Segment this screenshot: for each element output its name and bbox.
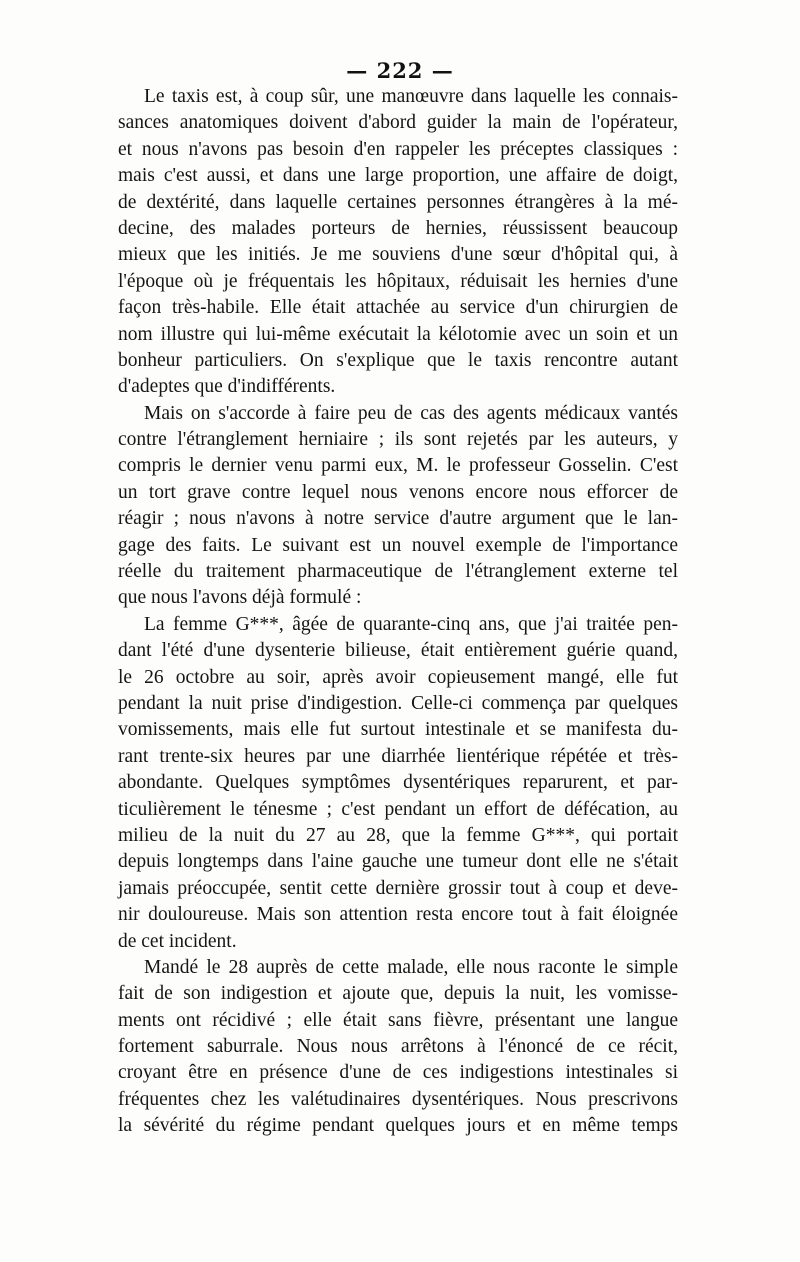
text-line: la sévérité du régime pendant quelques jours et en même temps: [118, 1115, 678, 1137]
paragraph: [118, 955, 678, 1140]
text-line: bonheur particuliers. On s'explique que le taxis rencontre autant: [118, 349, 678, 371]
text-line: dant l'été d'une dysenterie bilieuse, était entièrement guérie quand,: [118, 640, 678, 662]
text-line: le 26 octobre au soir, après avoir copieusement mangé, elle fut: [118, 666, 678, 688]
text-line: Mais on s'accorde à faire peu de cas des agents médicaux vantés: [144, 402, 678, 424]
body-text: [118, 84, 678, 1140]
text-line: nom illustre qui lui-même exécutait la kélotomie avec un soin et un: [118, 323, 678, 345]
text-line: un tort grave contre lequel nous venons encore nous efforcer de: [118, 481, 678, 503]
text-line: abondante. Quelques symptômes dysentériques reparurent, et par-: [118, 772, 678, 794]
text-line: ticulièrement le ténesme ; c'est pendant un effort de défécation, au: [118, 798, 678, 820]
text-line: fréquentes chez les valétudinaires dysentériques. Nous prescrivons: [118, 1088, 678, 1110]
paragraph: [118, 612, 678, 955]
text-line: nir douloureuse. Mais son attention resta encore tout à fait éloignée: [118, 904, 678, 926]
text-line: que nous l'avons déjà formulé :: [118, 587, 362, 609]
text-line: milieu de la nuit du 27 au 28, que la femme G***, qui portait: [118, 824, 678, 846]
text-line: l'époque où je fréquentais les hôpitaux, réduisait les hernies d'une: [118, 270, 678, 292]
text-line: mieux que les initiés. Je me souviens d'une sœur d'hôpital qui, à: [118, 244, 678, 266]
text-line: La femme G***, âgée de quarante-cinq ans, que j'ai traitée pen-: [144, 613, 678, 635]
text-line: d'adeptes que d'indifférents.: [118, 376, 336, 398]
text-line: contre l'étranglement herniaire ; ils sont rejetés par les auteurs, y: [118, 429, 678, 451]
text-line: gage des faits. Le suivant est un nouvel exemple de l'importance: [118, 534, 678, 556]
text-line: et nous n'avons pas besoin d'en rappeler les préceptes classiques :: [118, 138, 678, 160]
text-line: compris le dernier venu parmi eux, M. le professeur Gosselin. C'est: [118, 455, 678, 477]
paragraph: [118, 401, 678, 612]
text-line: façon très-habile. Elle était attachée au service d'un chirurgien de: [118, 297, 678, 319]
text-line: croyant être en présence d'une de ces indigestions intestinales si: [118, 1062, 678, 1084]
text-line: fait de son indigestion et ajoute que, depuis la nuit, les vomisse-: [118, 983, 678, 1005]
paragraph: [118, 84, 678, 401]
text-line: sances anatomiques doivent d'abord guider la main de l'opérateur,: [118, 112, 678, 134]
text-line: fortement saburrale. Nous nous arrêtons à l'énoncé de ce récit,: [118, 1036, 678, 1058]
text-line: ments ont récidivé ; elle était sans fièvre, présentant une langue: [118, 1009, 678, 1031]
text-line: réelle du traitement pharmaceutique de l'étranglement externe tel: [118, 561, 678, 583]
text-line: mais c'est aussi, et dans une large proportion, une affaire de doigt,: [118, 165, 678, 187]
text-line: de dextérité, dans laquelle certaines personnes étrangères à la mé-: [118, 191, 678, 213]
text-line: pendant la nuit prise d'indigestion. Celle-ci commença par quelques: [118, 692, 678, 714]
text-line: réagir ; nous n'avons à notre service d'autre argument que le lan-: [118, 508, 678, 530]
text-line: vomissements, mais elle fut surtout intestinale et se manifesta du-: [118, 719, 678, 741]
text-line: decine, des malades porteurs de hernies, réussissent beaucoup: [118, 217, 678, 239]
text-line: jamais préoccupée, sentit cette dernière grossir tout à coup et deve-: [118, 877, 678, 899]
text-line: depuis longtemps dans l'aine gauche une tumeur dont elle ne s'était: [118, 851, 678, 873]
text-line: rant trente-six heures par une diarrhée lientérique répétée et très-: [118, 745, 678, 767]
text-line: de cet incident.: [118, 930, 237, 952]
text-line: Le taxis est, à coup sûr, une manœuvre dans laquelle les connais-: [144, 86, 678, 107]
text-line: Mandé le 28 auprès de cette malade, elle nous raconte le simple: [144, 956, 678, 978]
page-number: — 222 —: [346, 58, 454, 83]
